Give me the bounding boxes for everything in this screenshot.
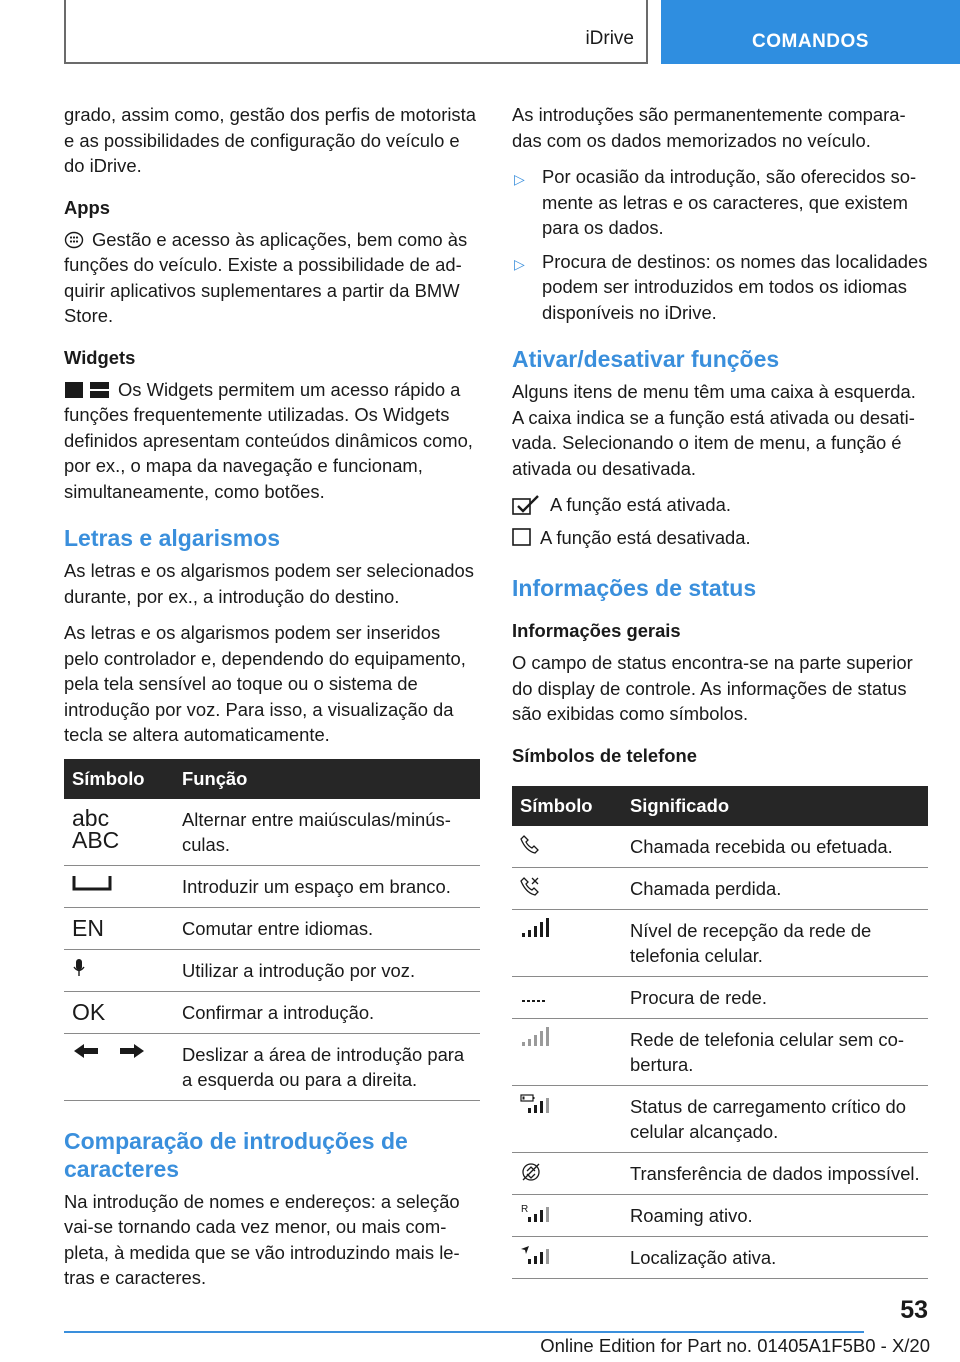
keyboard-symbols-table — [64, 759, 480, 1101]
footer-edition: Online Edition for Part no. 01405A1F5B0 - X/20 — [540, 1335, 930, 1356]
table-header: Símbolo — [64, 759, 174, 799]
right-column — [512, 102, 928, 1279]
paragraph: As letras e os algarismos podem ser inseridos pelo controlador e, dependendo do equipamento, pela tela sensível ao toque ou o sistema de introdução por voz. Para isso, a visualização da tecla se altera automaticamente. — [64, 622, 466, 745]
table-row — [64, 865, 480, 907]
apps-heading: Apps — [64, 196, 110, 218]
space-bar-icon — [64, 865, 174, 907]
phone-symbols-table — [512, 786, 928, 1279]
table-cell: Utilizar a introdução por voz. — [174, 949, 480, 991]
table-row — [512, 1236, 928, 1278]
header-chapter-label: COMANDOS — [752, 31, 869, 52]
bullet-list — [512, 164, 928, 325]
arrows-icon — [64, 1033, 174, 1100]
table-row — [512, 1152, 928, 1194]
table-cell: Introduzir um espaço em branco. — [174, 865, 480, 907]
table-cell: Alternar entre maiúsculas/minúsculas. — [174, 799, 480, 866]
header-section-tab — [64, 0, 648, 64]
paragraph: Na introdução de nomes e endereços: a seleção vai-se tornando cada vez menor, ou mais completa, à medida que se vão introduzindo mais letras e caracteres. — [64, 1190, 460, 1288]
table-row — [512, 826, 928, 868]
table-cell: Nível de recepção da rede de telefonia celular. — [622, 909, 928, 976]
table-row — [512, 1018, 928, 1085]
table-row — [64, 1033, 480, 1100]
battery-critical-icon — [512, 1085, 622, 1152]
apps-icon — [64, 231, 84, 249]
table-row — [64, 907, 480, 949]
paragraph: As letras e os algarismos podem ser selecionados durante, por ex., a introdução do destino. — [64, 560, 474, 607]
table-header: Símbolo — [512, 786, 622, 826]
table-header: Função — [174, 759, 480, 799]
table-row — [512, 1085, 928, 1152]
table-cell: Confirmar a introdução. — [174, 991, 480, 1033]
checkbox-checked-icon — [512, 495, 542, 515]
unchecked-line: A função está desativada. — [512, 525, 928, 551]
paragraph: O campo de status encontra-se na parte superior do display de controle. As informações de status são exibidas como símbolos. — [512, 652, 913, 724]
phone-icon — [512, 826, 622, 868]
table-cell: Localização ativa. — [622, 1236, 928, 1278]
confirm-symbol: OK — [64, 991, 174, 1033]
case-toggle-symbol: abc ABC — [64, 799, 174, 866]
widgets-icon — [64, 381, 110, 399]
activate-heading: Ativar/desativar funções — [512, 346, 780, 372]
table-cell: Procura de rede. — [622, 976, 928, 1018]
status-heading: Informações de status — [512, 575, 757, 601]
list-item: ▷ Procura de destinos: os nomes das localidades podem ser introduzidos em todos os idiomas disponíveis no iDrive. — [514, 250, 928, 323]
general-heading: Informações gerais — [512, 620, 681, 641]
svg-text:R: R — [521, 1203, 529, 1215]
header-chapter-tab — [661, 0, 960, 64]
widgets-paragraph: Os Widgets permitem um acesso rápido a funções frequentemente utilizadas. Os Widgets definidos apresentam conteúdos dinâmicos como, por ex., o mapa da navegação e funcionam, simultaneamente, como botões. — [64, 378, 473, 502]
compare-heading: Comparação de introduções de caracteres — [64, 1127, 408, 1182]
table-cell: Transferência de dados impossível. — [622, 1152, 928, 1194]
checkbox-unchecked-icon — [512, 527, 532, 547]
table-row — [64, 949, 480, 991]
table-cell: Deslizar a área de introdução para a esquerda ou para a direita. — [174, 1033, 480, 1100]
table-header: Significado — [622, 786, 928, 826]
no-coverage-icon — [512, 1018, 622, 1085]
table-row — [512, 909, 928, 976]
paragraph: Alguns itens de menu têm uma caixa à esquerda. A caixa indica se a função está ativada ou desativada. Selecionando o item de menu, a função é ativada ou desativada. — [512, 381, 916, 479]
paragraph: As introduções são permanentemente comparadas com os dados memorizados no veículo. — [512, 104, 906, 151]
no-data-icon — [512, 1152, 622, 1194]
table-row — [512, 976, 928, 1018]
table-row — [512, 1194, 928, 1236]
table-row — [64, 799, 480, 866]
phone-symbols-heading: Símbolos de telefone — [512, 744, 697, 766]
missed-call-icon — [512, 867, 622, 909]
apps-paragraph: Gestão e acesso às aplicações, bem como às funções do veículo. Existe a possibilidade de adquirir aplicativos suplementares a partir da BMW Store. — [64, 228, 468, 326]
table-row — [64, 991, 480, 1033]
roaming-icon — [512, 1194, 622, 1236]
widgets-heading: Widgets — [64, 346, 136, 368]
left-column — [64, 102, 480, 1302]
table-cell: Chamada perdida. — [622, 867, 928, 909]
table-row — [512, 867, 928, 909]
table-cell: Chamada recebida ou efetuada. — [622, 826, 928, 868]
footer-divider — [64, 1331, 864, 1333]
bullet-triangle-icon: ▷ — [514, 255, 525, 272]
letters-heading: Letras e algarismos — [64, 525, 281, 551]
bullet-triangle-icon: ▷ — [514, 171, 525, 187]
location-icon — [512, 1236, 622, 1278]
network-search-icon — [512, 976, 622, 1018]
table-cell: Comutar entre idiomas. — [174, 907, 480, 949]
page-number: 53 — [900, 1296, 928, 1324]
signal-bars-icon — [512, 909, 622, 976]
language-symbol: EN — [64, 907, 174, 949]
table-cell: Rede de telefonia celular sem cobertura. — [622, 1018, 928, 1085]
table-cell: Status de carregamento crítico do celular alcançado. — [622, 1085, 928, 1152]
list-item: ▷ Por ocasião da introdução, são oferecidos somente as letras e os caracteres, que existem para os dados. — [514, 166, 917, 238]
header-section-label: iDrive — [585, 28, 634, 49]
checked-line: A função está ativada. — [512, 492, 928, 518]
paragraph: grado, assim como, gestão dos perfis de motorista e as possibilidades de configuração do veículo e do iDrive. — [64, 104, 476, 176]
microphone-icon — [64, 949, 174, 991]
table-cell: Roaming ativo. — [622, 1194, 928, 1236]
